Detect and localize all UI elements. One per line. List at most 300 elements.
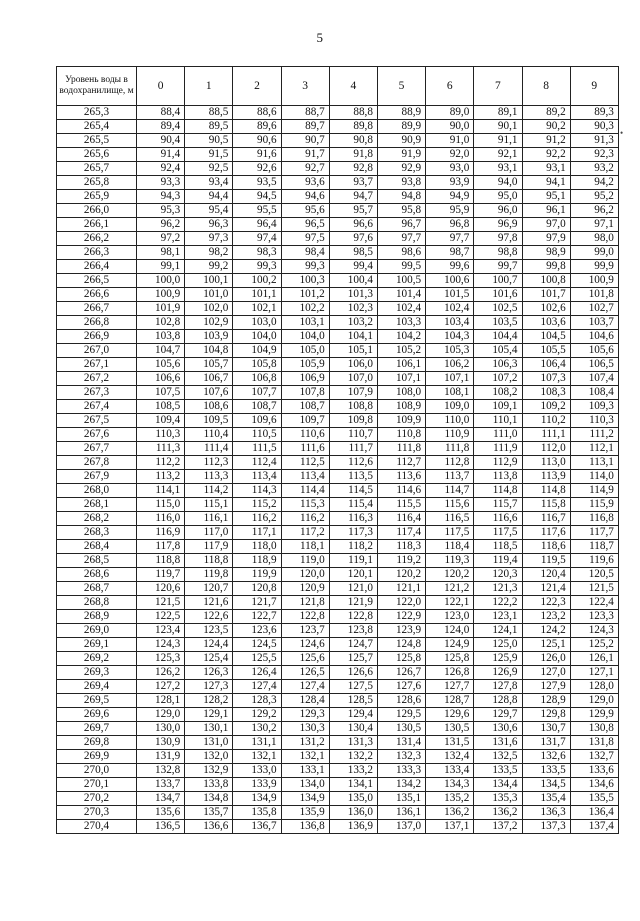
volume-cell: 103,8 — [137, 330, 185, 344]
volume-cell: 125,8 — [426, 652, 474, 666]
volume-cell: 125,4 — [185, 652, 233, 666]
volume-cell: 111,7 — [329, 442, 377, 456]
volume-cell: 108,0 — [377, 386, 425, 400]
volume-cell: 121,4 — [522, 582, 570, 596]
volume-cell: 134,9 — [233, 792, 281, 806]
volume-cell: 106,2 — [426, 358, 474, 372]
volume-cell: 95,4 — [185, 204, 233, 218]
volume-cell: 136,5 — [137, 820, 185, 834]
volume-cell: 91,6 — [233, 148, 281, 162]
volume-cell: 101,5 — [426, 288, 474, 302]
volume-cell: 117,3 — [329, 526, 377, 540]
volume-cell: 113,6 — [377, 470, 425, 484]
volume-cell: 96,2 — [137, 218, 185, 232]
volume-cell: 120,6 — [137, 582, 185, 596]
volume-cell: 92,3 — [570, 148, 618, 162]
volume-cell: 98,0 — [570, 232, 618, 246]
volume-cell: 96,2 — [570, 204, 618, 218]
volume-cell: 130,4 — [329, 722, 377, 736]
volume-cell: 106,4 — [522, 358, 570, 372]
table-row — [57, 582, 619, 596]
volume-cell: 127,8 — [474, 680, 522, 694]
volume-cell: 124,4 — [185, 638, 233, 652]
water-level-cell: 270,4 — [57, 820, 137, 834]
volume-cell: 101,6 — [474, 288, 522, 302]
volume-cell: 123,9 — [377, 624, 425, 638]
volume-cell: 101,7 — [522, 288, 570, 302]
volume-cell: 122,8 — [281, 610, 329, 624]
volume-cell: 127,4 — [233, 680, 281, 694]
volume-cell: 125,6 — [281, 652, 329, 666]
volume-cell: 100,3 — [281, 274, 329, 288]
volume-cell: 89,2 — [522, 106, 570, 120]
volume-cell: 105,3 — [426, 344, 474, 358]
volume-cell: 95,8 — [377, 204, 425, 218]
volume-cell: 119,4 — [474, 554, 522, 568]
volume-cell: 100,9 — [570, 274, 618, 288]
volume-cell: 116,0 — [137, 512, 185, 526]
water-level-cell: 268,6 — [57, 568, 137, 582]
volume-cell: 129,0 — [137, 708, 185, 722]
water-level-cell: 265,3 — [57, 106, 137, 120]
volume-cell: 134,6 — [570, 778, 618, 792]
volume-cell: 94,3 — [137, 190, 185, 204]
volume-cell: 117,5 — [474, 526, 522, 540]
volume-cell: 119,5 — [522, 554, 570, 568]
volume-cell: 108,7 — [281, 400, 329, 414]
volume-cell: 101,1 — [233, 288, 281, 302]
page-number: 5 — [316, 30, 324, 45]
volume-cell: 90,0 — [426, 120, 474, 134]
volume-cell: 115,4 — [329, 498, 377, 512]
volume-cell: 128,1 — [137, 694, 185, 708]
table-row — [57, 414, 619, 428]
volume-cell: 130,3 — [281, 722, 329, 736]
volume-cell: 107,9 — [329, 386, 377, 400]
volume-cell: 96,5 — [281, 218, 329, 232]
volume-cell: 120,4 — [522, 568, 570, 582]
table-row — [57, 428, 619, 442]
volume-cell: 103,1 — [281, 316, 329, 330]
volume-cell: 88,6 — [233, 106, 281, 120]
volume-cell: 115,0 — [137, 498, 185, 512]
water-level-cell: 268,2 — [57, 512, 137, 526]
volume-cell: 122,2 — [474, 596, 522, 610]
volume-cell: 116,9 — [137, 526, 185, 540]
table-row — [57, 302, 619, 316]
volume-cell: 94,2 — [570, 176, 618, 190]
volume-cell: 110,5 — [233, 428, 281, 442]
volume-cell: 102,6 — [522, 302, 570, 316]
volume-cell: 100,9 — [137, 288, 185, 302]
volume-cell: 93,9 — [426, 176, 474, 190]
volume-cell: 130,7 — [522, 722, 570, 736]
table-row — [57, 680, 619, 694]
volume-cell: 117,8 — [137, 540, 185, 554]
volume-cell: 110,3 — [137, 428, 185, 442]
table-row — [57, 778, 619, 792]
water-level-cell: 268,7 — [57, 582, 137, 596]
volume-cell: 96,1 — [522, 204, 570, 218]
water-level-cell: 267,0 — [57, 344, 137, 358]
volume-cell: 133,8 — [185, 778, 233, 792]
table-row — [57, 708, 619, 722]
volume-cell: 92,1 — [474, 148, 522, 162]
volume-cell: 118,3 — [377, 540, 425, 554]
volume-cell: 108,4 — [570, 386, 618, 400]
volume-cell: 123,1 — [474, 610, 522, 624]
volume-cell: 121,5 — [570, 582, 618, 596]
volume-cell: 120,3 — [474, 568, 522, 582]
volume-cell: 135,4 — [522, 792, 570, 806]
volume-cell: 104,9 — [233, 344, 281, 358]
volume-cell: 119,9 — [233, 568, 281, 582]
table-row — [57, 638, 619, 652]
volume-cell: 109,3 — [570, 400, 618, 414]
volume-cell: 111,1 — [522, 428, 570, 442]
water-level-cell: 269,3 — [57, 666, 137, 680]
volume-cell: 107,1 — [377, 372, 425, 386]
volume-cell: 109,1 — [474, 400, 522, 414]
volume-cell: 112,2 — [137, 456, 185, 470]
volume-cell: 135,3 — [474, 792, 522, 806]
volume-cell: 112,0 — [522, 442, 570, 456]
volume-cell: 122,5 — [137, 610, 185, 624]
volume-cell: 130,1 — [185, 722, 233, 736]
volume-cell: 137,1 — [426, 820, 474, 834]
volume-cell: 125,5 — [233, 652, 281, 666]
volume-cell: 128,3 — [233, 694, 281, 708]
volume-cell: 99,8 — [522, 260, 570, 274]
volume-cell: 118,5 — [474, 540, 522, 554]
table-row — [57, 806, 619, 820]
table-row — [57, 722, 619, 736]
volume-cell: 126,0 — [522, 652, 570, 666]
volume-cell: 92,4 — [137, 162, 185, 176]
water-level-cell: 268,8 — [57, 596, 137, 610]
volume-cell: 115,3 — [281, 498, 329, 512]
volume-cell: 119,1 — [329, 554, 377, 568]
table-row — [57, 442, 619, 456]
volume-cell: 131,4 — [377, 736, 425, 750]
volume-cell: 105,7 — [185, 358, 233, 372]
volume-cell: 106,0 — [329, 358, 377, 372]
volume-cell: 121,9 — [329, 596, 377, 610]
column-header-6: 6 — [426, 67, 474, 106]
table-row — [57, 218, 619, 232]
table-row — [57, 470, 619, 484]
volume-cell: 97,9 — [522, 232, 570, 246]
water-level-cell: 269,2 — [57, 652, 137, 666]
water-level-cell: 266,5 — [57, 274, 137, 288]
volume-cell: 112,1 — [570, 442, 618, 456]
water-level-cell: 267,4 — [57, 400, 137, 414]
volume-cell: 93,1 — [522, 162, 570, 176]
volume-cell: 110,9 — [426, 428, 474, 442]
volume-cell: 111,8 — [377, 442, 425, 456]
water-level-cell: 266,8 — [57, 316, 137, 330]
volume-cell: 115,8 — [522, 498, 570, 512]
water-level-cell: 268,9 — [57, 610, 137, 624]
volume-cell: 103,6 — [522, 316, 570, 330]
water-level-cell: 266,9 — [57, 330, 137, 344]
volume-cell: 94,0 — [474, 176, 522, 190]
volume-cell: 136,7 — [233, 820, 281, 834]
volume-cell: 107,1 — [426, 372, 474, 386]
volume-cell: 108,5 — [137, 400, 185, 414]
volume-cell: 124,8 — [377, 638, 425, 652]
volume-cell: 124,9 — [426, 638, 474, 652]
volume-cell: 121,2 — [426, 582, 474, 596]
table-body — [57, 106, 619, 834]
table-row — [57, 512, 619, 526]
volume-cell: 98,3 — [233, 246, 281, 260]
volume-cell: 122,7 — [233, 610, 281, 624]
volume-cell: 105,8 — [233, 358, 281, 372]
volume-cell: 91,0 — [426, 134, 474, 148]
volume-cell: 110,8 — [377, 428, 425, 442]
volume-cell: 137,3 — [522, 820, 570, 834]
volume-cell: 127,0 — [522, 666, 570, 680]
volume-cell: 100,1 — [185, 274, 233, 288]
volume-cell: 133,5 — [522, 764, 570, 778]
volume-cell: 94,6 — [281, 190, 329, 204]
volume-cell: 128,6 — [377, 694, 425, 708]
volume-cell: 93,3 — [137, 176, 185, 190]
volume-cell: 132,8 — [137, 764, 185, 778]
table-row — [57, 358, 619, 372]
volume-cell: 118,8 — [137, 554, 185, 568]
volume-cell: 102,9 — [185, 316, 233, 330]
volume-cell: 136,1 — [377, 806, 425, 820]
volume-cell: 122,4 — [570, 596, 618, 610]
water-level-cell: 267,5 — [57, 414, 137, 428]
volume-cell: 104,0 — [281, 330, 329, 344]
volume-cell: 92,0 — [426, 148, 474, 162]
volume-cell: 131,3 — [329, 736, 377, 750]
volume-cell: 106,8 — [233, 372, 281, 386]
column-header-9: 9 — [570, 67, 618, 106]
volume-cell: 114,8 — [474, 484, 522, 498]
volume-cell: 117,1 — [233, 526, 281, 540]
volume-cell: 89,9 — [377, 120, 425, 134]
water-level-cell: 265,9 — [57, 190, 137, 204]
table-row — [57, 666, 619, 680]
water-level-cell: 269,8 — [57, 736, 137, 750]
water-level-cell: 269,4 — [57, 680, 137, 694]
volume-cell: 126,4 — [233, 666, 281, 680]
volume-cell: 94,7 — [329, 190, 377, 204]
volume-cell: 95,1 — [522, 190, 570, 204]
volume-cell: 121,6 — [185, 596, 233, 610]
volume-cell: 115,2 — [233, 498, 281, 512]
volume-cell: 101,2 — [281, 288, 329, 302]
volume-cell: 134,4 — [474, 778, 522, 792]
volume-cell: 133,9 — [233, 778, 281, 792]
volume-cell: 129,0 — [570, 694, 618, 708]
volume-cell: 124,5 — [233, 638, 281, 652]
volume-cell: 123,5 — [185, 624, 233, 638]
volume-cell: 122,1 — [426, 596, 474, 610]
volume-cell: 128,4 — [281, 694, 329, 708]
volume-cell: 92,6 — [233, 162, 281, 176]
volume-cell: 97,2 — [137, 232, 185, 246]
volume-cell: 109,7 — [281, 414, 329, 428]
volume-cell: 119,2 — [377, 554, 425, 568]
volume-cell: 89,8 — [329, 120, 377, 134]
volume-cell: 99,2 — [185, 260, 233, 274]
volume-cell: 111,2 — [570, 428, 618, 442]
volume-cell: 98,4 — [281, 246, 329, 260]
column-header-2: 2 — [233, 67, 281, 106]
table-row — [57, 162, 619, 176]
water-level-cell: 266,0 — [57, 204, 137, 218]
water-level-cell: 266,3 — [57, 246, 137, 260]
table-row — [57, 568, 619, 582]
volume-cell: 96,7 — [377, 218, 425, 232]
volume-cell: 127,7 — [426, 680, 474, 694]
volume-cell: 133,5 — [474, 764, 522, 778]
volume-cell: 90,6 — [233, 134, 281, 148]
volume-cell: 126,1 — [570, 652, 618, 666]
water-level-cell: 265,6 — [57, 148, 137, 162]
volume-cell: 91,1 — [474, 134, 522, 148]
volume-cell: 92,5 — [185, 162, 233, 176]
volume-cell: 120,5 — [570, 568, 618, 582]
volume-cell: 102,7 — [570, 302, 618, 316]
volume-cell: 121,1 — [377, 582, 425, 596]
volume-cell: 136,9 — [329, 820, 377, 834]
volume-cell: 120,1 — [329, 568, 377, 582]
volume-cell: 105,0 — [281, 344, 329, 358]
volume-cell: 111,9 — [474, 442, 522, 456]
volume-cell: 104,1 — [329, 330, 377, 344]
volume-cell: 125,7 — [329, 652, 377, 666]
water-level-cell: 265,8 — [57, 176, 137, 190]
volume-cell: 113,4 — [281, 470, 329, 484]
volume-cell: 130,0 — [137, 722, 185, 736]
volume-cell: 130,9 — [137, 736, 185, 750]
volume-cell: 126,6 — [329, 666, 377, 680]
volume-cell: 119,8 — [185, 568, 233, 582]
volume-cell: 123,0 — [426, 610, 474, 624]
table-row — [57, 596, 619, 610]
volume-cell: 97,3 — [185, 232, 233, 246]
table-row — [57, 134, 619, 148]
volume-cell: 109,8 — [329, 414, 377, 428]
volume-cell: 96,0 — [474, 204, 522, 218]
volume-cell: 106,3 — [474, 358, 522, 372]
volume-cell: 133,6 — [570, 764, 618, 778]
volume-cell: 111,5 — [233, 442, 281, 456]
volume-cell: 136,2 — [426, 806, 474, 820]
volume-cell: 119,7 — [137, 568, 185, 582]
table-row — [57, 694, 619, 708]
volume-cell: 117,9 — [185, 540, 233, 554]
volume-cell: 110,7 — [329, 428, 377, 442]
level-column-header: Уровень воды в водохранилище, м — [57, 67, 137, 106]
water-level-cell: 270,3 — [57, 806, 137, 820]
volume-cell: 129,7 — [474, 708, 522, 722]
volume-cell: 127,5 — [329, 680, 377, 694]
volume-cell: 113,8 — [474, 470, 522, 484]
water-level-cell: 267,9 — [57, 470, 137, 484]
volume-cell: 88,9 — [377, 106, 425, 120]
table-row — [57, 148, 619, 162]
volume-cell: 123,8 — [329, 624, 377, 638]
volume-cell: 130,5 — [377, 722, 425, 736]
table-row — [57, 232, 619, 246]
volume-cell: 132,3 — [377, 750, 425, 764]
volume-cell: 134,9 — [281, 792, 329, 806]
table-row — [57, 750, 619, 764]
volume-cell: 132,0 — [185, 750, 233, 764]
volume-cell: 108,2 — [474, 386, 522, 400]
volume-cell: 122,6 — [185, 610, 233, 624]
volume-cell: 135,2 — [426, 792, 474, 806]
table-row — [57, 106, 619, 120]
volume-cell: 93,0 — [426, 162, 474, 176]
volume-cell: 110,0 — [426, 414, 474, 428]
volume-cell: 114,1 — [137, 484, 185, 498]
volume-cell: 104,6 — [570, 330, 618, 344]
volume-cell: 115,7 — [474, 498, 522, 512]
volume-cell: 125,8 — [377, 652, 425, 666]
volume-cell: 95,9 — [426, 204, 474, 218]
volume-cell: 102,4 — [377, 302, 425, 316]
volume-cell: 109,6 — [233, 414, 281, 428]
volume-cell: 98,9 — [522, 246, 570, 260]
volume-cell: 129,2 — [233, 708, 281, 722]
volume-cell: 93,4 — [185, 176, 233, 190]
volume-cell: 133,1 — [281, 764, 329, 778]
table-row — [57, 652, 619, 666]
volume-cell: 100,5 — [377, 274, 425, 288]
volume-cell: 92,8 — [329, 162, 377, 176]
volume-cell: 97,8 — [474, 232, 522, 246]
volume-cell: 126,7 — [377, 666, 425, 680]
table-row — [57, 736, 619, 750]
volume-cell: 97,4 — [233, 232, 281, 246]
volume-cell: 92,9 — [377, 162, 425, 176]
volume-cell: 137,4 — [570, 820, 618, 834]
volume-cell: 91,2 — [522, 134, 570, 148]
volume-cell: 135,8 — [233, 806, 281, 820]
volume-cell: 132,1 — [281, 750, 329, 764]
column-header-8: 8 — [522, 67, 570, 106]
volume-cell: 132,5 — [474, 750, 522, 764]
volume-cell: 120,7 — [185, 582, 233, 596]
volume-cell: 102,2 — [281, 302, 329, 316]
volume-cell: 129,9 — [570, 708, 618, 722]
volume-cell: 123,7 — [281, 624, 329, 638]
volume-cell: 117,0 — [185, 526, 233, 540]
volume-cell: 125,1 — [522, 638, 570, 652]
volume-cell: 130,2 — [233, 722, 281, 736]
volume-cell: 91,5 — [185, 148, 233, 162]
volume-cell: 122,3 — [522, 596, 570, 610]
volume-cell: 113,5 — [329, 470, 377, 484]
volume-cell: 125,0 — [474, 638, 522, 652]
volume-cell: 101,3 — [329, 288, 377, 302]
volume-cell: 99,7 — [474, 260, 522, 274]
water-level-cell: 270,2 — [57, 792, 137, 806]
volume-cell: 132,4 — [426, 750, 474, 764]
volume-cell: 120,2 — [426, 568, 474, 582]
volume-cell: 102,1 — [233, 302, 281, 316]
water-level-cell: 270,1 — [57, 778, 137, 792]
volume-cell: 114,5 — [329, 484, 377, 498]
